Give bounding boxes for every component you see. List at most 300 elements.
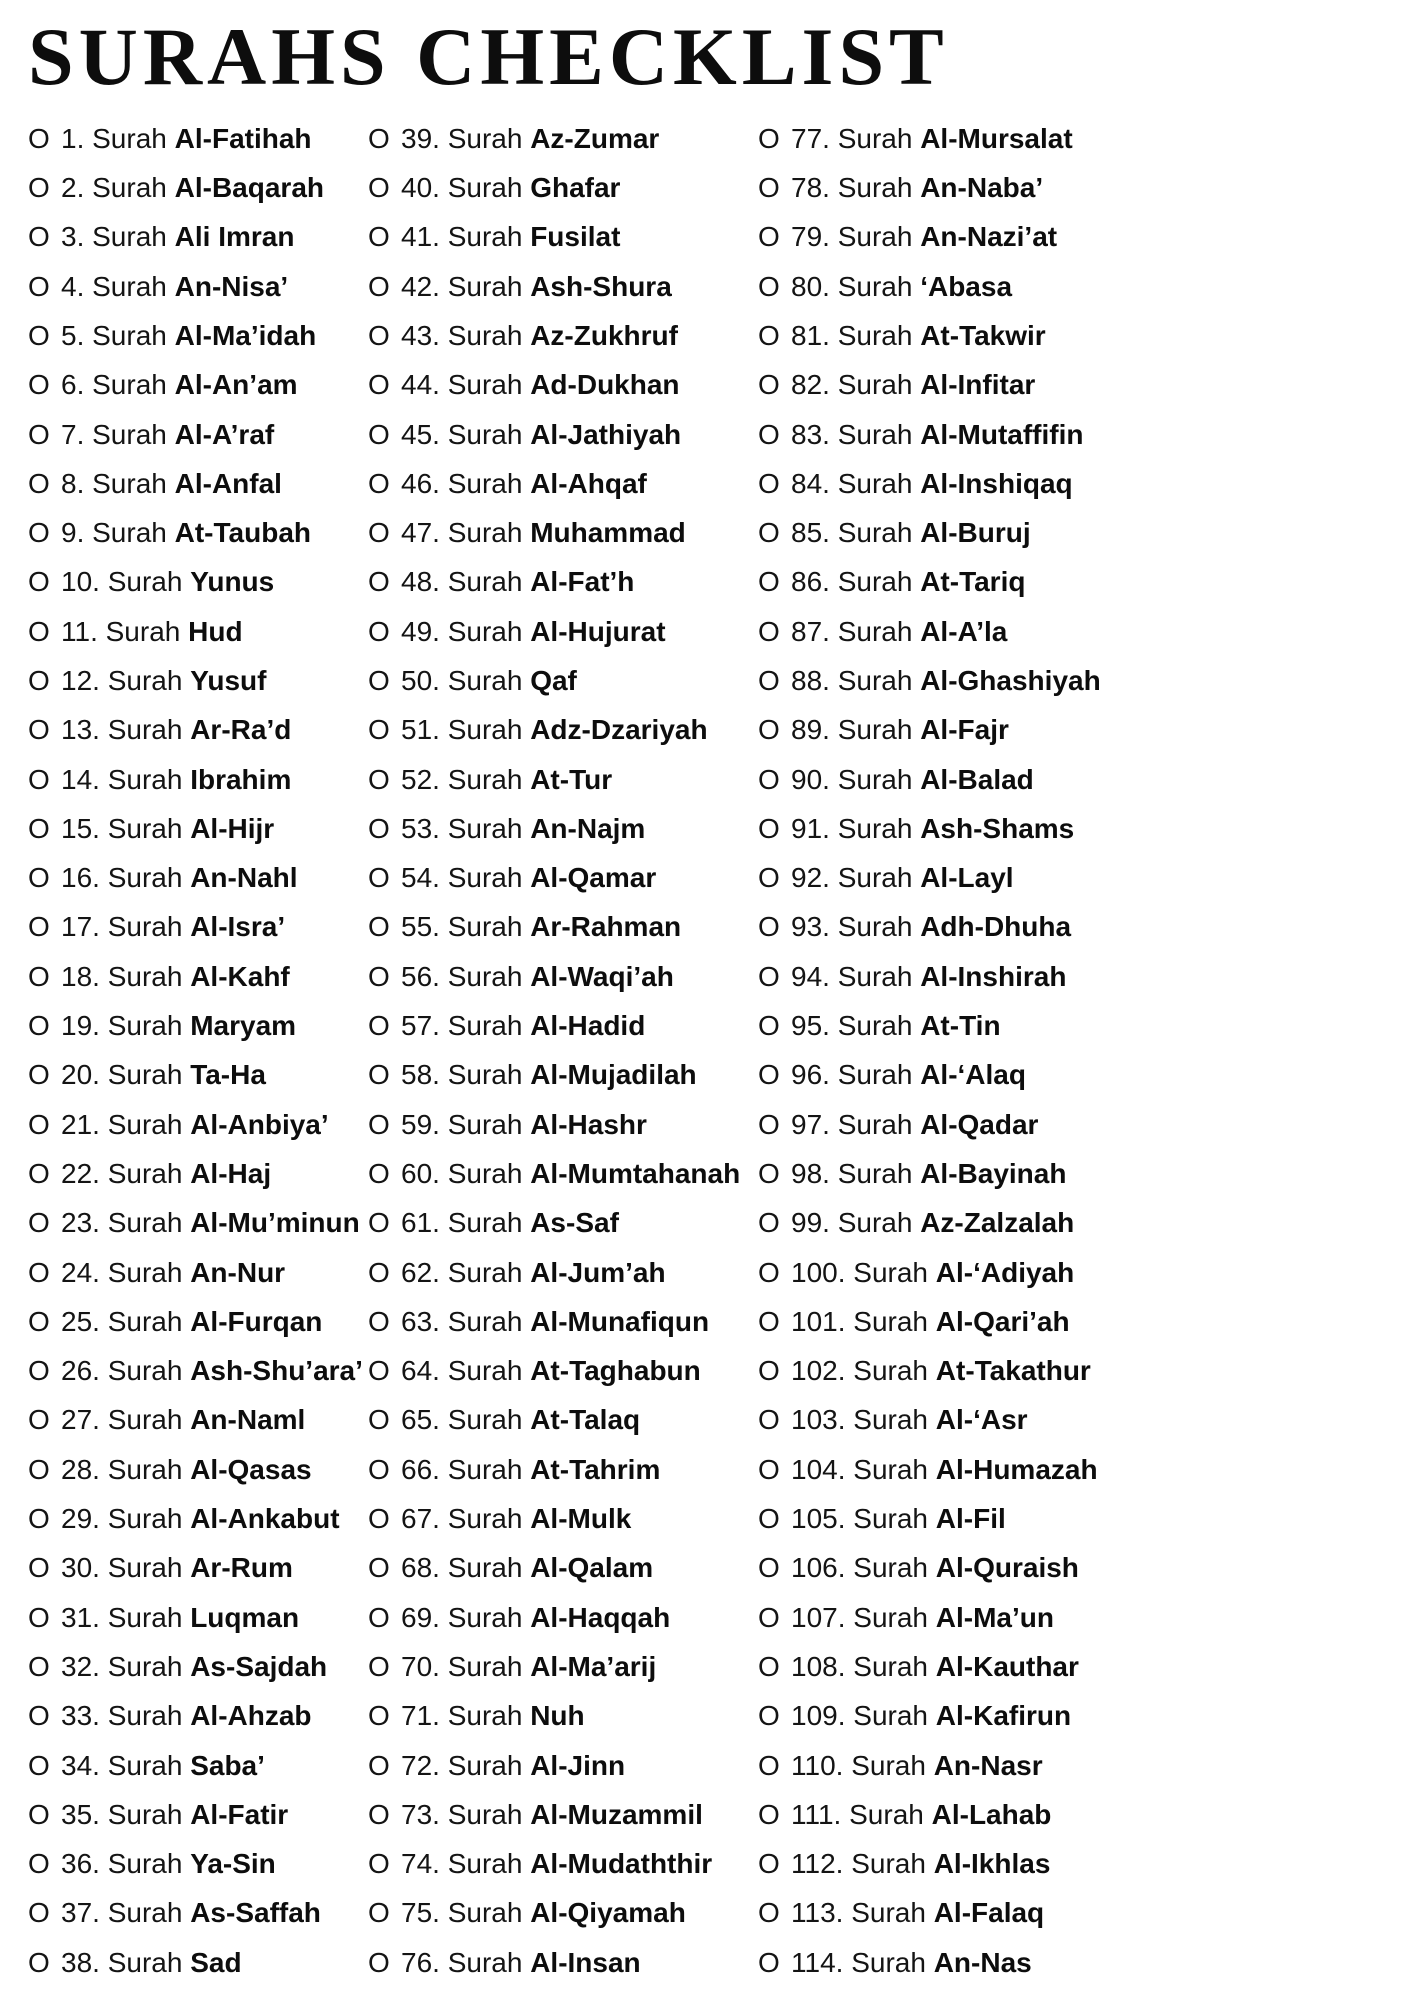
checklist-item bbox=[28, 1248, 368, 1297]
checklist-item bbox=[758, 558, 1394, 607]
surah-name: Al-Mumtahanah bbox=[530, 1157, 741, 1189]
checkbox-circle[interactable]: O bbox=[368, 566, 390, 598]
surah-name: At-Talaq bbox=[530, 1404, 641, 1436]
checklist-item bbox=[28, 1790, 368, 1839]
checkbox-circle[interactable]: O bbox=[758, 1453, 780, 1485]
checkbox-circle[interactable]: O bbox=[368, 418, 390, 450]
checkbox-circle[interactable]: O bbox=[758, 517, 780, 549]
item-label: 78. Surah An-Naba’ bbox=[791, 172, 1044, 204]
checklist-item bbox=[368, 1741, 758, 1790]
checklist-item bbox=[758, 163, 1394, 212]
checkbox-circle[interactable]: O bbox=[28, 122, 50, 154]
checkbox-circle[interactable]: O bbox=[368, 1848, 390, 1880]
checklist-item bbox=[368, 361, 758, 410]
checkbox-circle[interactable]: O bbox=[368, 714, 390, 746]
checkbox-circle[interactable]: O bbox=[368, 1552, 390, 1584]
item-label: 100. Surah Al-‘Adiyah bbox=[791, 1256, 1075, 1288]
surah-name: An-Nahl bbox=[190, 862, 298, 894]
checklist-item bbox=[758, 459, 1394, 508]
surah-name: Al-‘Asr bbox=[935, 1404, 1028, 1436]
surah-name: At-Tin bbox=[920, 1010, 1001, 1042]
surah-name: Al-Jathiyah bbox=[530, 418, 682, 450]
checkbox-circle[interactable]: O bbox=[28, 763, 50, 795]
surah-name: Ash-Shura bbox=[530, 270, 672, 302]
item-label: 28. Surah Al-Qasas bbox=[61, 1453, 312, 1485]
checkbox-circle[interactable]: O bbox=[28, 714, 50, 746]
checkbox-circle[interactable]: O bbox=[28, 1749, 50, 1781]
checklist-item bbox=[368, 1544, 758, 1593]
item-label: 76. Surah Al-Insan bbox=[401, 1946, 641, 1978]
checkbox-circle[interactable]: O bbox=[368, 911, 390, 943]
surah-name: Al-Kafirun bbox=[935, 1700, 1072, 1732]
surah-name: Al-Haqqah bbox=[530, 1601, 671, 1633]
surah-name: Muhammad bbox=[530, 517, 686, 549]
checklist-item bbox=[368, 1494, 758, 1543]
item-label: 104. Surah Al-Humazah bbox=[791, 1453, 1098, 1485]
surah-name: At-Tur bbox=[530, 763, 613, 795]
surah-name: Al-Hadid bbox=[530, 1010, 646, 1042]
checklist-item bbox=[368, 607, 758, 656]
checkbox-circle[interactable]: O bbox=[758, 1700, 780, 1732]
checkbox-circle[interactable]: O bbox=[28, 1256, 50, 1288]
surah-name: An-Naba’ bbox=[920, 172, 1044, 204]
checklist-item bbox=[758, 361, 1394, 410]
checkbox-circle[interactable]: O bbox=[28, 1700, 50, 1732]
checklist-item bbox=[28, 804, 368, 853]
item-label: 95. Surah At-Tin bbox=[791, 1010, 1001, 1042]
item-label: 86. Surah At-Tariq bbox=[791, 566, 1026, 598]
checkbox-circle[interactable]: O bbox=[28, 1108, 50, 1140]
item-label: 34. Surah Saba’ bbox=[61, 1749, 265, 1781]
checklist-item bbox=[758, 952, 1394, 1001]
checkbox-circle[interactable]: O bbox=[28, 1207, 50, 1239]
checkbox-circle[interactable]: O bbox=[368, 862, 390, 894]
checkbox-circle[interactable]: O bbox=[368, 1700, 390, 1732]
checkbox-circle[interactable]: O bbox=[368, 1650, 390, 1682]
surah-name: As-Saf bbox=[530, 1207, 619, 1239]
item-label: 46. Surah Al-Ahqaf bbox=[401, 467, 647, 499]
checklist-item bbox=[758, 311, 1394, 360]
checklist-column-1 bbox=[28, 114, 368, 1987]
item-label: 8. Surah Al-Anfal bbox=[61, 467, 282, 499]
checkbox-circle[interactable]: O bbox=[28, 221, 50, 253]
checkbox-circle[interactable]: O bbox=[758, 1305, 780, 1337]
item-label: 41. Surah Fusilat bbox=[401, 221, 621, 253]
checklist-item bbox=[758, 656, 1394, 705]
item-label: 56. Surah Al-Waqi’ah bbox=[401, 960, 674, 992]
item-label: 70. Surah Al-Ma’arij bbox=[401, 1650, 657, 1682]
checkbox-circle[interactable]: O bbox=[368, 1503, 390, 1535]
checklist-item bbox=[28, 1100, 368, 1149]
checkbox-circle[interactable]: O bbox=[368, 1207, 390, 1239]
checkbox-circle[interactable]: O bbox=[368, 221, 390, 253]
surah-name: Al-Ma’idah bbox=[174, 319, 317, 351]
surah-name: Al-Qari’ah bbox=[935, 1305, 1070, 1337]
checkbox-circle[interactable]: O bbox=[758, 319, 780, 351]
checkbox-circle[interactable]: O bbox=[28, 1404, 50, 1436]
surah-name: Al-Qadar bbox=[920, 1108, 1039, 1140]
checkbox-circle[interactable]: O bbox=[758, 221, 780, 253]
item-label: 92. Surah Al-Layl bbox=[791, 862, 1014, 894]
checklist-item bbox=[28, 1494, 368, 1543]
checklist-item bbox=[368, 1692, 758, 1741]
item-label: 54. Surah Al-Qamar bbox=[401, 862, 657, 894]
surah-name: Al-Ghashiyah bbox=[920, 665, 1101, 696]
checklist-item bbox=[368, 459, 758, 508]
item-label: 91. Surah Ash-Shams bbox=[791, 812, 1075, 844]
item-label: 69. Surah Al-Haqqah bbox=[401, 1601, 671, 1633]
item-label: 67. Surah Al-Mulk bbox=[401, 1503, 632, 1535]
checklist-item bbox=[368, 1248, 758, 1297]
checklist-item bbox=[28, 1938, 368, 1987]
checkbox-circle[interactable]: O bbox=[28, 1157, 50, 1189]
checkbox-circle[interactable]: O bbox=[368, 1256, 390, 1288]
checkbox-circle[interactable]: O bbox=[368, 1453, 390, 1485]
checkbox-circle[interactable]: O bbox=[758, 1157, 780, 1189]
item-label: 77. Surah Al-Mursalat bbox=[791, 122, 1073, 154]
checkbox-circle[interactable]: O bbox=[368, 1798, 390, 1830]
checkbox-circle[interactable]: O bbox=[368, 1305, 390, 1337]
surah-name: Al-Ikhlas bbox=[933, 1848, 1051, 1880]
checklist-item bbox=[368, 1100, 758, 1149]
checkbox-circle[interactable]: O bbox=[368, 615, 390, 647]
checkbox-circle[interactable]: O bbox=[368, 270, 390, 302]
surah-name: Al-Hijr bbox=[190, 812, 275, 844]
checklist-item bbox=[368, 952, 758, 1001]
checklist-item bbox=[368, 262, 758, 311]
page-title: SURAHS CHECKLIST bbox=[28, 11, 949, 102]
checkbox-circle[interactable]: O bbox=[368, 1404, 390, 1436]
surah-name: Al-Jinn bbox=[530, 1749, 626, 1781]
item-label: 57. Surah Al-Hadid bbox=[401, 1010, 646, 1042]
item-label: 99. Surah Az-Zalzalah bbox=[791, 1207, 1075, 1239]
checkbox-circle[interactable]: O bbox=[368, 1059, 390, 1091]
item-label: 87. Surah Al-A’la bbox=[791, 615, 1008, 647]
surah-name: Al-Balad bbox=[920, 763, 1034, 795]
surah-name: Ya-Sin bbox=[190, 1848, 276, 1880]
item-label: 102. Surah At-Takathur bbox=[791, 1355, 1091, 1387]
checkbox-circle[interactable]: O bbox=[758, 1897, 780, 1929]
item-label: 14. Surah Ibrahim bbox=[61, 763, 292, 795]
checkbox-circle[interactable]: O bbox=[368, 122, 390, 154]
item-label: 18. Surah Al-Kahf bbox=[61, 960, 290, 992]
checkbox-circle[interactable]: O bbox=[758, 1552, 780, 1584]
checkbox-circle[interactable]: O bbox=[368, 1897, 390, 1929]
checkbox-circle[interactable]: O bbox=[758, 862, 780, 894]
item-label: 59. Surah Al-Hashr bbox=[401, 1108, 647, 1140]
checkbox-circle[interactable]: O bbox=[758, 1946, 780, 1978]
item-label: 38. Surah Sad bbox=[61, 1946, 242, 1978]
checkbox-circle[interactable]: O bbox=[758, 467, 780, 499]
checkbox-circle[interactable]: O bbox=[28, 1059, 50, 1091]
item-label: 42. Surah Ash-Shura bbox=[401, 270, 672, 302]
checkbox-circle[interactable]: O bbox=[28, 812, 50, 844]
checkbox-circle[interactable]: O bbox=[758, 566, 780, 598]
checkbox-circle[interactable]: O bbox=[368, 1601, 390, 1633]
surah-name: Al-Furqan bbox=[190, 1305, 323, 1337]
checkbox-circle[interactable]: O bbox=[368, 1108, 390, 1140]
item-label: 114. Surah An-Nas bbox=[791, 1946, 1032, 1978]
checklist-item bbox=[368, 1149, 758, 1198]
surah-name: Al-Quraish bbox=[935, 1552, 1079, 1584]
surah-name: Sad bbox=[190, 1946, 242, 1978]
checklist-item bbox=[758, 1051, 1394, 1100]
item-label: 65. Surah At-Talaq bbox=[401, 1404, 641, 1436]
checklist-item bbox=[758, 804, 1394, 853]
surah-name: Ar-Ra’d bbox=[190, 714, 292, 746]
item-label: 61. Surah As-Saf bbox=[401, 1207, 619, 1239]
surah-name: Al-Mutaffifin bbox=[920, 418, 1084, 450]
item-label: 10. Surah Yunus bbox=[61, 566, 275, 598]
surah-name: An-Najm bbox=[530, 812, 646, 844]
checkbox-circle[interactable]: O bbox=[28, 1355, 50, 1387]
checkbox-circle[interactable]: O bbox=[368, 369, 390, 401]
item-label: 7. Surah Al-A’raf bbox=[61, 418, 275, 450]
checkbox-circle[interactable]: O bbox=[368, 1946, 390, 1978]
surah-name: Al-Ankabut bbox=[190, 1503, 340, 1535]
item-label: 79. Surah An-Nazi’at bbox=[791, 221, 1058, 253]
checkbox-circle[interactable]: O bbox=[758, 714, 780, 746]
item-label: 33. Surah Al-Ahzab bbox=[61, 1700, 312, 1732]
surah-name: Al-A’raf bbox=[174, 418, 275, 450]
item-label: 30. Surah Ar-Rum bbox=[61, 1552, 293, 1584]
checkbox-circle[interactable]: O bbox=[758, 911, 780, 943]
item-label: 105. Surah Al-Fil bbox=[791, 1503, 1006, 1535]
surah-name: Al-Ma’arij bbox=[530, 1650, 657, 1682]
item-label: 4. Surah An-Nisa’ bbox=[61, 270, 289, 302]
checklist-item bbox=[28, 903, 368, 952]
surah-name: Luqman bbox=[190, 1601, 300, 1633]
checkbox-circle[interactable]: O bbox=[758, 1404, 780, 1436]
checkbox-circle[interactable]: O bbox=[28, 319, 50, 351]
checkbox-circle[interactable]: O bbox=[758, 1355, 780, 1387]
item-label: 107. Surah Al-Ma’un bbox=[791, 1601, 1054, 1633]
surah-name: Al-Lahab bbox=[931, 1798, 1052, 1830]
item-label: 12. Surah Yusuf bbox=[61, 665, 267, 696]
checklist-column-3 bbox=[758, 114, 1394, 1987]
item-label: 71. Surah Nuh bbox=[401, 1700, 585, 1732]
checkbox-circle[interactable]: O bbox=[758, 1798, 780, 1830]
surah-name: Al-Muzammil bbox=[530, 1798, 703, 1830]
checkbox-circle[interactable]: O bbox=[758, 1848, 780, 1880]
checklist-item bbox=[758, 903, 1394, 952]
checkbox-circle[interactable]: O bbox=[758, 369, 780, 401]
surah-name: Az-Zukhruf bbox=[530, 319, 678, 351]
checkbox-circle[interactable]: O bbox=[758, 1650, 780, 1682]
checkbox-circle[interactable]: O bbox=[28, 467, 50, 499]
item-label: 66. Surah At-Tahrim bbox=[401, 1453, 661, 1485]
checkbox-circle[interactable]: O bbox=[758, 1256, 780, 1288]
checklist-item bbox=[368, 903, 758, 952]
item-label: 106. Surah Al-Quraish bbox=[791, 1552, 1079, 1584]
checkbox-circle[interactable]: O bbox=[758, 122, 780, 154]
checklist-item bbox=[28, 1692, 368, 1741]
checklist-item bbox=[368, 114, 758, 163]
checkbox-circle[interactable]: O bbox=[368, 467, 390, 499]
surah-name: Al-An’am bbox=[174, 369, 298, 401]
checklist-item bbox=[758, 1297, 1394, 1346]
checklist-item bbox=[368, 163, 758, 212]
item-label: 29. Surah Al-Ankabut bbox=[61, 1503, 340, 1535]
surah-name: Maryam bbox=[190, 1010, 297, 1042]
checkbox-circle[interactable]: O bbox=[758, 1503, 780, 1535]
checkbox-circle[interactable]: O bbox=[368, 763, 390, 795]
checkbox-circle[interactable]: O bbox=[28, 1305, 50, 1337]
checkbox-circle[interactable]: O bbox=[758, 1059, 780, 1091]
checkbox-circle[interactable]: O bbox=[28, 517, 50, 549]
checkbox-circle[interactable]: O bbox=[368, 1157, 390, 1189]
item-label: 111. Surah Al-Lahab bbox=[791, 1798, 1052, 1830]
item-label: 85. Surah Al-Buruj bbox=[791, 517, 1031, 549]
checkbox-circle[interactable]: O bbox=[758, 812, 780, 844]
surah-name: An-Nisa’ bbox=[174, 270, 289, 302]
checkbox-circle[interactable]: O bbox=[368, 812, 390, 844]
checklist-item bbox=[368, 1297, 758, 1346]
checkbox-circle[interactable]: O bbox=[28, 1552, 50, 1584]
checkbox-circle[interactable]: O bbox=[28, 1897, 50, 1929]
checklist-item bbox=[758, 706, 1394, 755]
checkbox-circle[interactable]: O bbox=[368, 319, 390, 351]
checklist-item bbox=[758, 410, 1394, 459]
checkbox-circle[interactable]: O bbox=[28, 270, 50, 302]
checkbox-circle[interactable]: O bbox=[758, 1601, 780, 1633]
surah-name: Al-Haj bbox=[190, 1157, 272, 1189]
surah-name: Al-Qasas bbox=[190, 1453, 312, 1485]
checkbox-circle[interactable]: O bbox=[28, 1798, 50, 1830]
checklist-item bbox=[28, 459, 368, 508]
checkbox-circle[interactable]: O bbox=[758, 1749, 780, 1781]
checklist-item bbox=[368, 706, 758, 755]
surah-name: Nuh bbox=[530, 1700, 585, 1732]
item-label: 13. Surah Ar-Ra’d bbox=[61, 714, 292, 746]
item-label: 39. Surah Az-Zumar bbox=[401, 122, 660, 154]
surah-name: Yunus bbox=[190, 566, 275, 598]
item-label: 98. Surah Al-Bayinah bbox=[791, 1157, 1067, 1189]
item-label: 9. Surah At-Taubah bbox=[61, 517, 311, 549]
surah-name: Al-Fat’h bbox=[530, 566, 635, 598]
checklist-item bbox=[368, 1199, 758, 1248]
checkbox-circle[interactable]: O bbox=[28, 665, 50, 696]
checklist-item bbox=[28, 410, 368, 459]
checkbox-circle[interactable]: O bbox=[368, 517, 390, 549]
checklist-item bbox=[368, 1396, 758, 1445]
item-label: 82. Surah Al-Infitar bbox=[791, 369, 1036, 401]
checkbox-circle[interactable]: O bbox=[758, 615, 780, 647]
checklist-item bbox=[28, 508, 368, 557]
checkbox-circle[interactable]: O bbox=[28, 1946, 50, 1978]
checkbox-circle[interactable]: O bbox=[758, 665, 780, 696]
surah-name: Ali Imran bbox=[174, 221, 295, 253]
checklist-item bbox=[28, 854, 368, 903]
checkbox-circle[interactable]: O bbox=[28, 1601, 50, 1633]
checklist-item bbox=[28, 1149, 368, 1198]
item-label: 48. Surah Al-Fat’h bbox=[401, 566, 635, 598]
checkbox-circle[interactable]: O bbox=[28, 1010, 50, 1042]
checkbox-circle[interactable]: O bbox=[28, 418, 50, 450]
checklist-item bbox=[758, 1642, 1394, 1691]
surah-name: At-Taubah bbox=[174, 517, 311, 549]
checkbox-circle[interactable]: O bbox=[758, 763, 780, 795]
surah-name: Al-Fatir bbox=[190, 1798, 289, 1830]
checkbox-circle[interactable]: O bbox=[28, 1453, 50, 1485]
checkbox-circle[interactable]: O bbox=[28, 615, 50, 647]
checklist-item bbox=[758, 1199, 1394, 1248]
checklist-item bbox=[28, 1297, 368, 1346]
checklist-item bbox=[368, 755, 758, 804]
checkbox-circle[interactable]: O bbox=[758, 960, 780, 992]
checkbox-circle[interactable]: O bbox=[28, 566, 50, 598]
checkbox-circle[interactable]: O bbox=[368, 1355, 390, 1387]
checklist-item bbox=[758, 262, 1394, 311]
surah-name: An-Nazi’at bbox=[920, 221, 1058, 253]
checkbox-circle[interactable]: O bbox=[368, 665, 390, 696]
surah-name: Al-Munafiqun bbox=[530, 1305, 710, 1337]
item-label: 101. Surah Al-Qari’ah bbox=[791, 1305, 1070, 1337]
checkbox-circle[interactable]: O bbox=[758, 270, 780, 302]
checkbox-circle[interactable]: O bbox=[758, 1108, 780, 1140]
item-label: 68. Surah Al-Qalam bbox=[401, 1552, 654, 1584]
surah-name: Ar-Rahman bbox=[530, 911, 682, 943]
checklist-item bbox=[28, 1741, 368, 1790]
checklist-item bbox=[758, 1445, 1394, 1494]
surah-name: Al-Fatihah bbox=[174, 122, 312, 154]
checkbox-circle[interactable]: O bbox=[758, 1207, 780, 1239]
surah-name: Hud bbox=[188, 615, 243, 647]
checklist-item bbox=[368, 1051, 758, 1100]
checkbox-circle[interactable]: O bbox=[28, 960, 50, 992]
item-label: 53. Surah An-Najm bbox=[401, 812, 646, 844]
checkbox-circle[interactable]: O bbox=[28, 1650, 50, 1682]
checkbox-circle[interactable]: O bbox=[758, 1010, 780, 1042]
item-label: 26. Surah Ash-Shu’ara’ bbox=[61, 1355, 363, 1387]
surah-name: Al-Ahqaf bbox=[530, 467, 647, 499]
checkbox-circle[interactable]: O bbox=[368, 172, 390, 204]
checkbox-circle[interactable]: O bbox=[28, 1503, 50, 1535]
checklist-item bbox=[368, 854, 758, 903]
checkbox-circle[interactable]: O bbox=[368, 1010, 390, 1042]
item-label: 110. Surah An-Nasr bbox=[791, 1749, 1043, 1781]
item-label: 112. Surah Al-Ikhlas bbox=[791, 1848, 1051, 1880]
checkbox-circle[interactable]: O bbox=[28, 862, 50, 894]
item-label: 44. Surah Ad-Dukhan bbox=[401, 369, 680, 401]
surah-name: Al-‘Adiyah bbox=[935, 1256, 1075, 1288]
item-label: 45. Surah Al-Jathiyah bbox=[401, 418, 682, 450]
checklist-item bbox=[28, 1642, 368, 1691]
checkbox-circle[interactable]: O bbox=[28, 172, 50, 204]
item-label: 32. Surah As-Sajdah bbox=[61, 1650, 328, 1682]
checklist-item bbox=[28, 656, 368, 705]
item-label: 103. Surah Al-‘Asr bbox=[791, 1404, 1028, 1436]
checklist-item bbox=[758, 1001, 1394, 1050]
checkbox-circle[interactable]: O bbox=[758, 172, 780, 204]
checklist-item bbox=[28, 1889, 368, 1938]
item-label: 89. Surah Al-Fajr bbox=[791, 714, 1009, 746]
item-label: 75. Surah Al-Qiyamah bbox=[401, 1897, 686, 1929]
surah-name: Adh-Dhuha bbox=[920, 911, 1072, 943]
item-label: 17. Surah Al-Isra’ bbox=[61, 911, 286, 943]
checkbox-circle[interactable]: O bbox=[368, 1749, 390, 1781]
checkbox-circle[interactable]: O bbox=[28, 369, 50, 401]
checkbox-circle[interactable]: O bbox=[28, 1848, 50, 1880]
checkbox-circle[interactable]: O bbox=[28, 911, 50, 943]
checklist-item bbox=[28, 1051, 368, 1100]
checklist-item bbox=[758, 1839, 1394, 1888]
surah-name: Al-Jum’ah bbox=[530, 1256, 666, 1288]
checkbox-circle[interactable]: O bbox=[758, 418, 780, 450]
checklist-item bbox=[758, 1396, 1394, 1445]
checkbox-circle[interactable]: O bbox=[368, 960, 390, 992]
surah-name: Al-Waqi’ah bbox=[530, 960, 674, 992]
